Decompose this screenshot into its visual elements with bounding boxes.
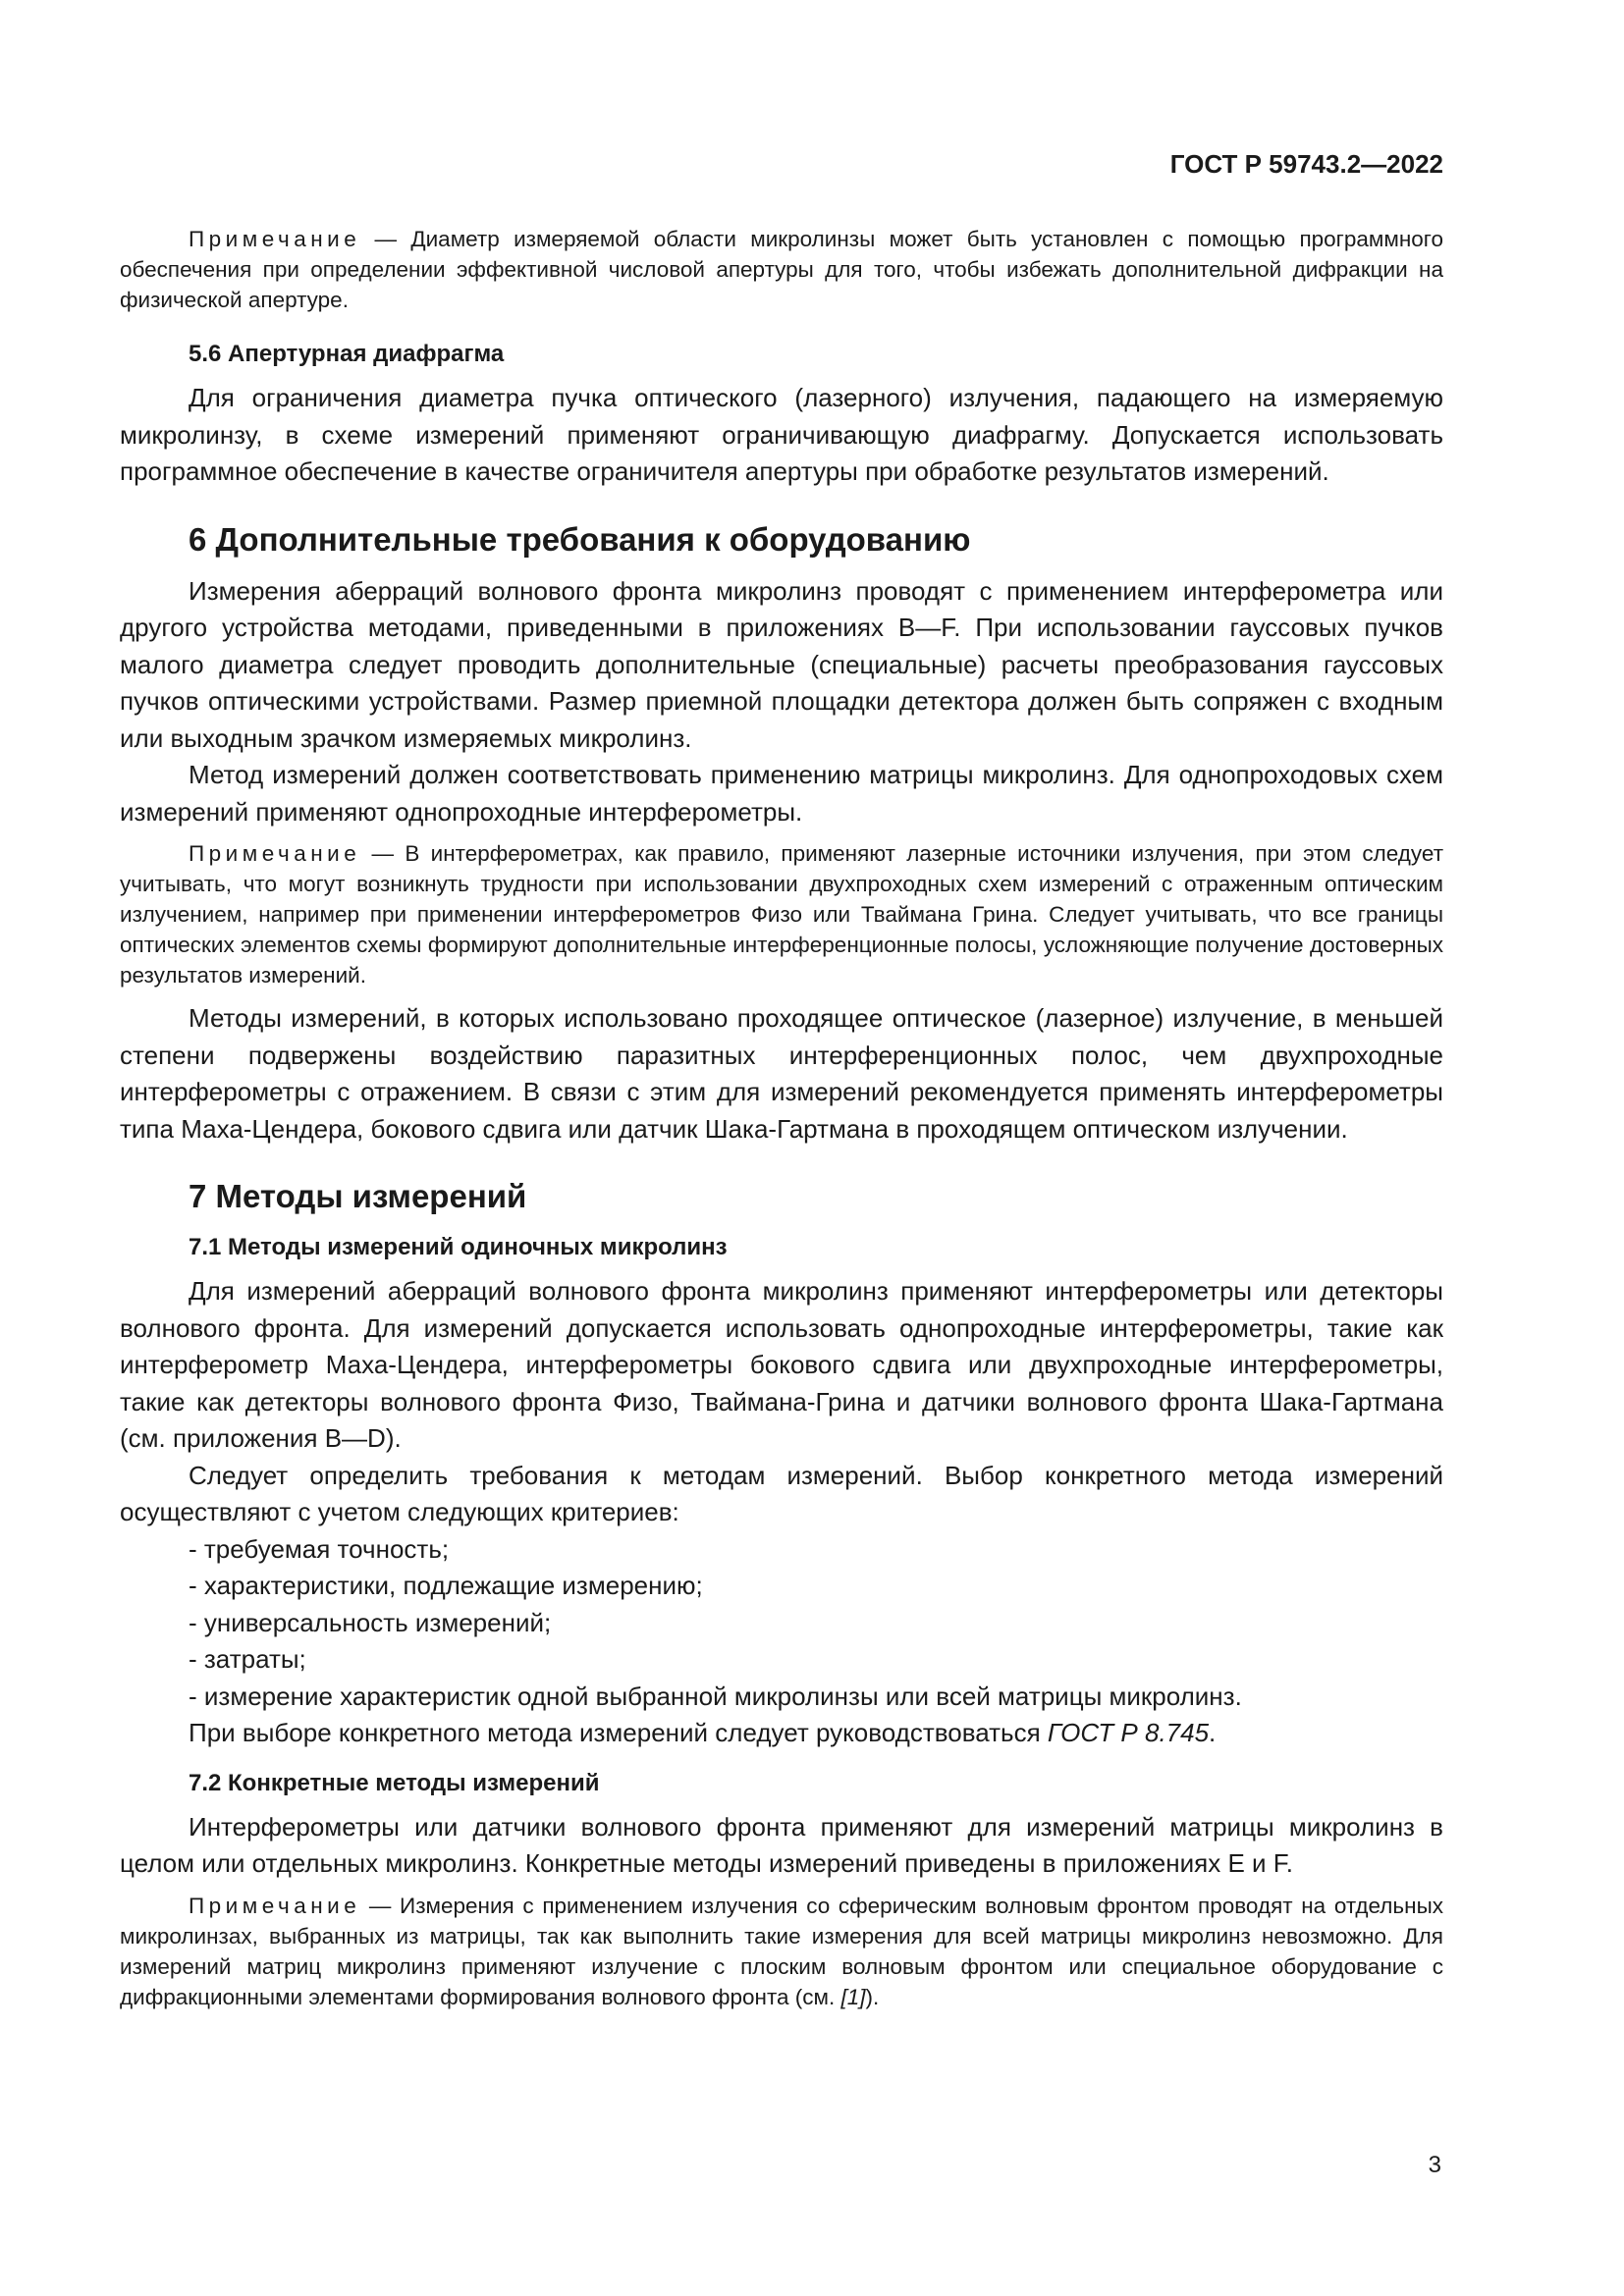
list-item: - затраты; [189, 1641, 1443, 1679]
section-heading-6: 6 Дополнительные требования к оборудованию [189, 520, 971, 558]
bibliography-reference: [1] [840, 1984, 866, 2009]
body-paragraph: Следует определить требования к методам измерений. Выбор конкретного метода измерений осуществляют с учетом следующих критериев: [120, 1460, 1443, 1526]
note-paragraph [120, 1891, 1443, 2012]
section-heading-7: 7 Методы измерений [189, 1178, 527, 1214]
note-paragraph [120, 838, 1443, 990]
document-header-title: ГОСТ Р 59743.2—2022 [1169, 149, 1443, 179]
note-label: Примечание [189, 227, 361, 251]
body-paragraph: Измерения аберраций волнового фронта микролинз проводят с применением интерферометра или другого устройства методами, приведенными в приложениях В—F. При использовании гауссовых пучков малого диаметра следует проводить дополнительные (специальные) расчеты преобразования гауссовых пучков оптическими устройствами. Размер приемной площадки детектора должен быть сопряжен с входным или выходным зрачком измеряемых микролинз. [120, 575, 1443, 753]
body-text: . [1209, 1718, 1217, 1747]
list-item: - характеристики, подлежащие измерению; [189, 1568, 1443, 1605]
document-body [120, 224, 1443, 2012]
body-paragraph: Интерферометры или датчики волнового фронта применяют для измерений матрицы микролинз в целом или отдельных микролинз. Конкретные методы измерений приведены в приложениях E и F. [120, 1811, 1443, 1878]
note-text: — Измерения с применением излучения со сферическим волновым фронтом проводят на отдельных микролинзах, выбранных из матрицы, так как выполнить такие измерения для всей матрицы микролинз невозможно. Для измерений матриц микролинз применяют излучение с плоским волновым фронтом или специальное оборудование с дифракционными элементами формирования волнового фронта (см. [120, 1893, 1443, 2009]
note-paragraph [120, 224, 1443, 315]
note-label: Примечание [189, 841, 361, 866]
note-label: Примечание [189, 1893, 361, 1918]
body-text: При выборе конкретного метода измерений следует руководствоваться [189, 1718, 1048, 1747]
body-paragraph: Методы измерений, в которых использовано проходящее оптическое (лазерное) излучение, в меньшей степени подвержены воздействию паразитных интерференционных полос, чем двухпроходные интерферометры с отражением. В связи с этим для измерений рекомендуется применять интерферометры типа Маха-Цендера, бокового сдвига или датчик Шака-Гартмана в проходящем оптическом излучении. [120, 1003, 1443, 1144]
list-item: - измерение характеристик одной выбранной микролинзы или всей матрицы микролинз. [189, 1679, 1443, 1716]
note-text: — В интерферометрах, как правило, применяют лазерные источники излучения, при этом следует учитывать, что могут возникнуть трудности при использовании двухпроходных схем измерений с отраженным оптическим излучением, например при применении интерферометров Физо или Тваймана Грина. Следует учитывать, что все границы оптических элементов схемы формируют дополнительные интерференционные полосы, усложняющие получение достоверных результатов измерений. [120, 841, 1443, 988]
list-item: - требуемая точность; [189, 1531, 1443, 1569]
note-text: ). [865, 1984, 880, 2009]
body-paragraph: Для ограничения диаметра пучка оптического (лазерного) излучения, падающего на измеряемую микролинзу, в схеме измерений применяют ограничивающую диафрагму. Допускается использовать программное обеспечение в качестве ограничителя апертуры при обработке результатов измерений. [120, 383, 1443, 486]
section-heading-7-2: 7.2 Конкретные методы измерений [189, 1769, 600, 1796]
criteria-list [120, 1531, 1443, 1716]
body-paragraph [120, 1715, 1443, 1752]
body-paragraph: Метод измерений должен соответствовать применению матрицы микролинз. Для однопроходовых схем измерений применяют однопроходные интерферометры. [120, 760, 1443, 827]
section-heading-5-6: 5.6 Апертурная диафрагма [189, 341, 505, 367]
list-item: - универсальность измерений; [189, 1605, 1443, 1642]
section-heading-7-1: 7.1 Методы измерений одиночных микролинз [189, 1234, 728, 1260]
body-paragraph: Для измерений аберраций волнового фронта микролинз применяют интерферометры или детекторы волнового фронта. Для измерений допускается использовать однопроходные интерферометры, такие как интерферометр Маха-Цендера, интерферометры бокового сдвига или двухпроходные интерферометры, такие как детекторы волнового фронта Физо, Тваймана-Грина и датчики волнового фронта Шака-Гартмана (см. приложения В—D). [120, 1276, 1443, 1453]
standard-reference: ГОСТ Р 8.745 [1047, 1718, 1210, 1747]
page-number: 3 [1428, 2152, 1441, 2178]
note-text: — Диаметр измеряемой области микролинзы может быть установлен с помощью программного обеспечения при определении эффективной числовой апертуры для того, чтобы избежать дополнительной дифракции на физической апертуре. [120, 227, 1443, 312]
